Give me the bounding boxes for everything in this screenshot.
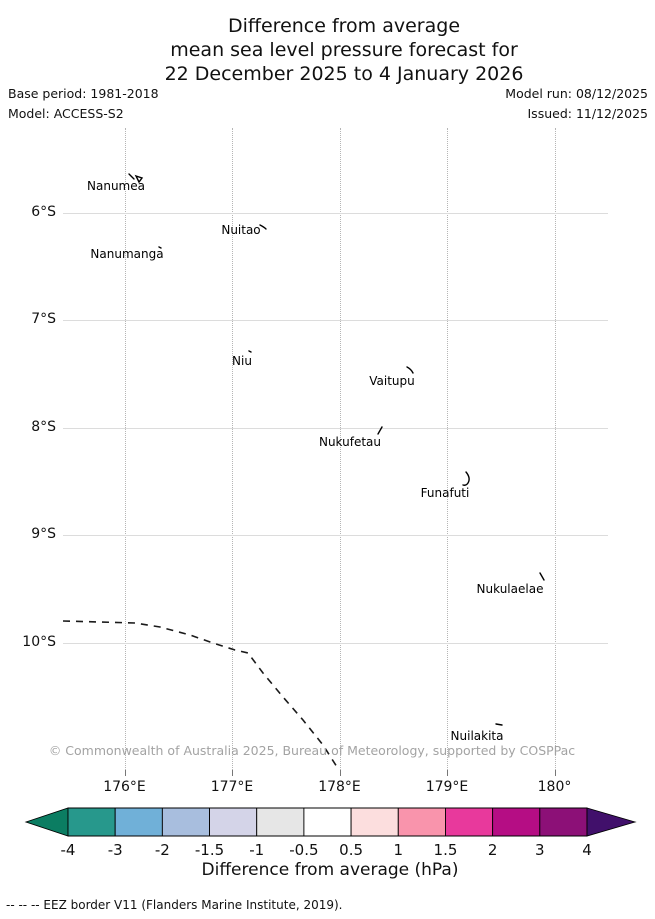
lon-tick-176°E xyxy=(125,770,126,776)
colorbar-tick-labels xyxy=(0,841,655,859)
lon-gridline-178°E xyxy=(340,128,341,770)
colorbar-segment-8 xyxy=(445,808,492,836)
lat-gridline-8°S xyxy=(63,428,608,429)
island-label-nanumea: Nanumea xyxy=(87,179,145,193)
colorbar-tick--1.5: -1.5 xyxy=(194,841,225,859)
lat-label-9°S: 9°S xyxy=(31,526,56,542)
model-text: Model: ACCESS-S2 xyxy=(8,106,124,121)
island-label-vaitupu: Vaitupu xyxy=(369,374,415,388)
colorbar-tick-1: 1 xyxy=(393,841,404,859)
colorbar-segment-3 xyxy=(210,808,257,836)
lon-gridline-179°E xyxy=(447,128,448,770)
colorbar-tick--4: -4 xyxy=(60,841,76,859)
colorbar-tick-2: 2 xyxy=(487,841,498,859)
island-label-nanumanga: Nanumanga xyxy=(90,247,164,261)
lat-label-10°S: 10°S xyxy=(22,633,56,650)
title-line-1: Difference from average xyxy=(227,15,461,37)
colorbar-segment-9 xyxy=(493,808,540,836)
colorbar-tick-0.5: 0.5 xyxy=(339,841,364,859)
colorbar-tick--3: -3 xyxy=(107,841,123,859)
lon-gridline-176°E xyxy=(125,128,126,770)
lat-label-8°S: 8°S xyxy=(31,418,56,435)
lon-gridline-180° xyxy=(555,128,556,770)
colorbar-segment-0 xyxy=(68,808,115,836)
lon-tick-180° xyxy=(555,770,556,776)
lat-gridline-10°S xyxy=(63,643,608,644)
lon-label-178°E: 178°E xyxy=(318,779,361,795)
island-label-nukulaelae: Nukulaelae xyxy=(476,582,544,596)
island-label-funafuti: Funafuti xyxy=(420,486,470,500)
colorbar-tick--2: -2 xyxy=(154,841,170,859)
island-label-nukufetau: Nukufetau xyxy=(318,435,382,449)
lat-label-7°S: 7°S xyxy=(31,311,56,327)
colorbar-segment-6 xyxy=(351,808,398,836)
lon-label-179°E: 179°E xyxy=(425,779,469,795)
lon-tick-177°E xyxy=(232,770,233,776)
colorbar-segment-4 xyxy=(257,808,304,836)
colorbar-segment-5 xyxy=(304,808,351,836)
base-period-text: Base period: 1981-2018 xyxy=(8,86,159,101)
colorbar-tick--0.5: -0.5 xyxy=(289,841,319,859)
lon-tick-179°E xyxy=(447,770,448,776)
island-label-niu: Niu xyxy=(232,354,252,368)
lat-label-6°S: 6°S xyxy=(31,203,56,220)
colorbar-segment-7 xyxy=(398,808,445,836)
colorbar-tick-3: 3 xyxy=(535,841,545,859)
colorbar-tick-4: 4 xyxy=(582,841,592,859)
colorbar-segment-2 xyxy=(162,808,209,836)
lat-gridline-9°S xyxy=(63,535,608,536)
colorbar-right-arrow xyxy=(587,808,635,836)
colorbar-segment-10 xyxy=(540,808,587,836)
colorbar xyxy=(0,805,655,839)
lat-gridline-7°S xyxy=(63,320,608,321)
model-run-text: Model run: 08/12/2025 xyxy=(505,86,648,101)
lon-label-180°: 180° xyxy=(537,779,572,795)
title-line-3: 22 December 2025 to 4 January 2026 xyxy=(164,63,524,85)
colorbar-title: Difference from average (hPa) xyxy=(201,860,459,880)
lat-gridline-6°S xyxy=(63,213,608,214)
colorbar-left-arrow xyxy=(26,808,68,836)
colorbar-tick--1: -1 xyxy=(249,841,265,859)
copyright-text: © Commonwealth of Australia 2025, Bureau of Meteorology, supported by COSPPac xyxy=(48,743,576,758)
issued-text: Issued: 11/12/2025 xyxy=(527,106,648,121)
colorbar-segment-1 xyxy=(115,808,162,836)
colorbar-tick-1.5: 1.5 xyxy=(433,841,458,859)
island-label-nuilakita: Nuilakita xyxy=(450,729,504,743)
lon-label-177°E: 177°E xyxy=(210,779,254,795)
lon-label-176°E: 176°E xyxy=(103,779,146,795)
eez-legend-text: -- -- -- EEZ border V11 (Flanders Marine Institute, 2019). xyxy=(6,898,343,912)
island-label-nuitao: Nuitao xyxy=(221,223,261,237)
title-line-2: mean sea level pressure forecast for xyxy=(170,39,518,61)
lon-tick-178°E xyxy=(340,770,341,776)
